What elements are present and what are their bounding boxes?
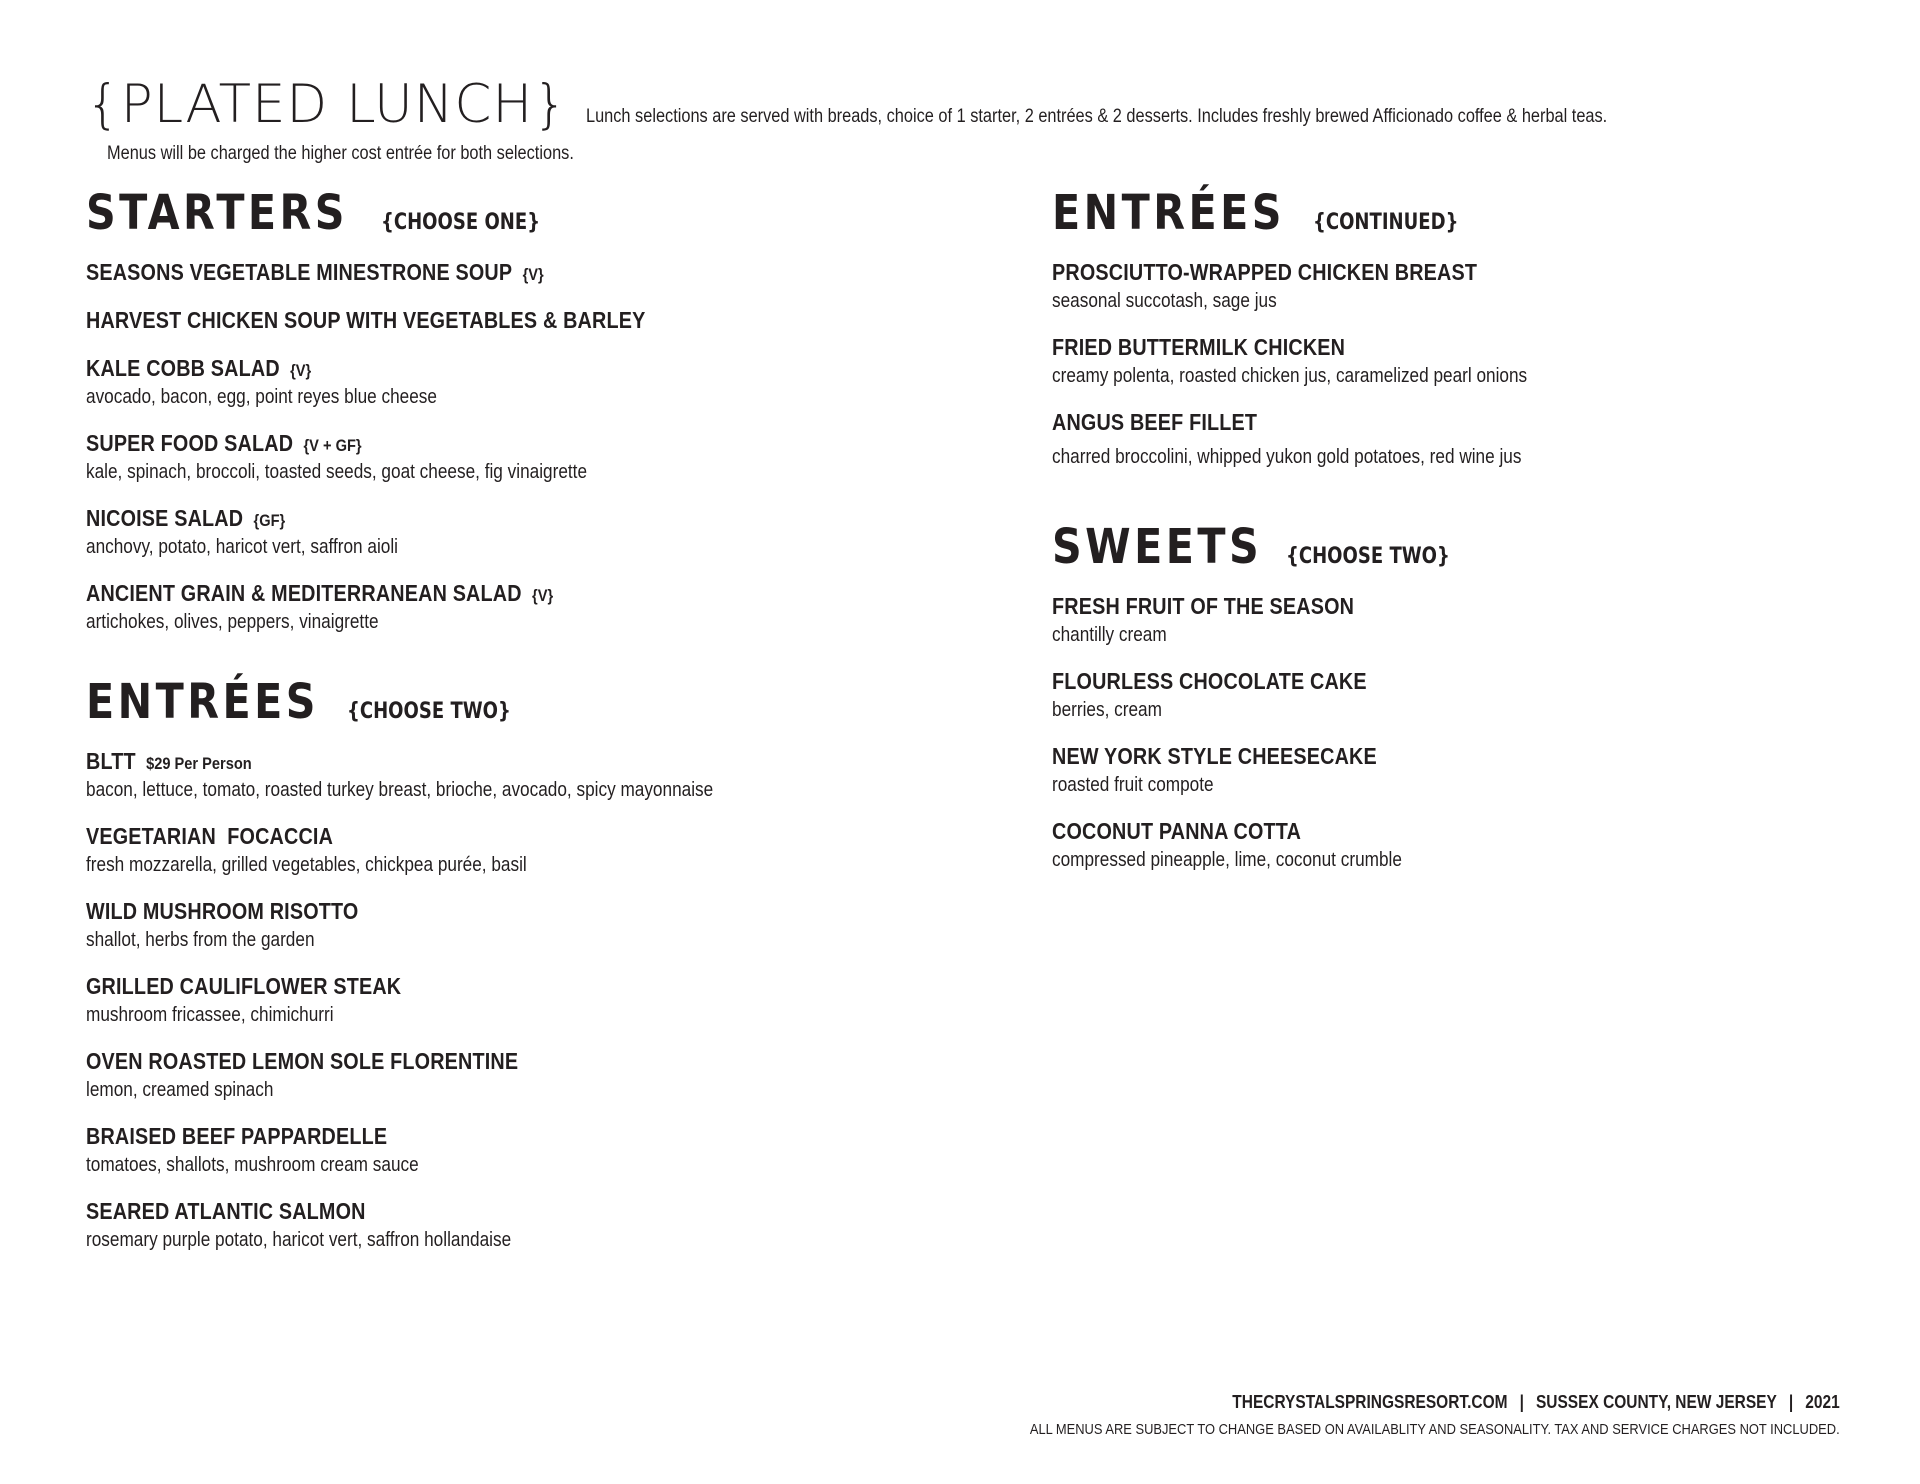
section-heading <box>86 185 986 241</box>
section-title: SWEETS <box>1052 519 1263 575</box>
section-note: {CHOOSE TWO} <box>1286 544 1451 569</box>
menu-item <box>86 1198 986 1252</box>
item-description: shallot, herbs from the garden <box>86 929 315 951</box>
item-name: FRIED BUTTERMILK CHICKEN <box>1052 334 1346 360</box>
section-title: ENTRÉES <box>86 674 319 730</box>
separator: | <box>1789 1392 1794 1412</box>
item-name: WILD MUSHROOM RISOTTO <box>86 898 359 924</box>
item-description: lemon, creamed spinach <box>86 1079 274 1101</box>
item-name: FLOURLESS CHOCOLATE CAKE <box>1052 668 1367 694</box>
item-name: VEGETARIAN FOCACCIA <box>86 823 334 849</box>
sweets-section <box>1052 519 1872 872</box>
item-description: avocado, bacon, egg, point reyes blue cheese <box>86 386 437 408</box>
menu-item <box>1052 743 1872 797</box>
item-description: berries, cream <box>1052 699 1162 721</box>
menu-item <box>1052 259 1872 313</box>
menu-item <box>86 505 986 559</box>
menu-item <box>86 973 986 1027</box>
disclaimer: ALL MENUS ARE SUBJECT TO CHANGE BASED ON AVAILABLITY AND SEASONALITY. TAX AND SERVICE CHARGES NOT INCLUDED. <box>1030 1421 1840 1438</box>
menu-item <box>86 580 986 634</box>
left-column <box>86 185 986 1292</box>
item-description: rosemary purple potato, haricot vert, saffron hollandaise <box>86 1229 512 1251</box>
footer <box>898 1392 1840 1438</box>
section-heading <box>86 674 986 730</box>
item-name: OVEN ROASTED LEMON SOLE FLORENTINE <box>86 1048 519 1074</box>
item-description: anchovy, potato, haricot vert, saffron aioli <box>86 536 399 558</box>
item-description: fresh mozzarella, grilled vegetables, chickpea purée, basil <box>86 854 527 876</box>
menu-item <box>86 823 986 877</box>
item-name: BLTT <box>86 748 136 774</box>
entrees-continued-section <box>1052 185 1872 469</box>
item-name: BRAISED BEEF PAPPARDELLE <box>86 1123 388 1149</box>
entrees-section <box>86 674 986 1252</box>
right-column <box>1052 185 1872 912</box>
pricing-note: Menus will be charged the higher cost entrée for both selections. <box>107 143 574 164</box>
item-tag: {V + GF} <box>303 436 362 455</box>
item-description: seasonal succotash, sage jus <box>1052 290 1277 312</box>
menu-item <box>86 355 986 409</box>
item-tag: {V} <box>290 361 312 380</box>
item-description: mushroom fricassee, chimichurri <box>86 1004 334 1026</box>
item-name: GRILLED CAULIFLOWER STEAK <box>86 973 402 999</box>
menu-item <box>86 259 986 286</box>
menu-item <box>1052 593 1872 647</box>
section-title: STARTERS <box>86 185 348 241</box>
website-link[interactable]: THECRYSTALSPRINGSRESORT.COM <box>1232 1392 1508 1412</box>
menu-item <box>1052 818 1872 872</box>
item-description: charred broccolini, whipped yukon gold potatoes, red wine jus <box>1052 446 1522 468</box>
item-tag: {GF} <box>253 511 286 530</box>
location: SUSSEX COUNTY, NEW JERSEY <box>1536 1392 1778 1412</box>
item-description: roasted fruit compote <box>1052 774 1214 796</box>
menu-item <box>86 1048 986 1102</box>
item-description: chantilly cream <box>1052 624 1167 646</box>
menu-item <box>86 430 986 484</box>
item-description: artichokes, olives, peppers, vinaigrette <box>86 611 379 633</box>
item-name: NEW YORK STYLE CHEESECAKE <box>1052 743 1377 769</box>
item-name: SEARED ATLANTIC SALMON <box>86 1198 366 1224</box>
item-name: SUPER FOOD SALAD <box>86 430 294 456</box>
item-name: NICOISE SALAD <box>86 505 244 531</box>
item-description: compressed pineapple, lime, coconut crumble <box>1052 849 1402 871</box>
section-heading <box>1052 519 1872 575</box>
menu-item <box>1052 409 1872 469</box>
item-description: kale, spinach, broccoli, toasted seeds, goat cheese, fig vinaigrette <box>86 461 588 483</box>
item-tag: {V} <box>532 586 554 605</box>
separator: | <box>1519 1392 1525 1412</box>
section-heading <box>1052 185 1872 241</box>
item-description: tomatoes, shallots, mushroom cream sauce <box>86 1154 419 1176</box>
item-price: $29 Per Person <box>146 754 252 773</box>
section-note: {CONTINUED} <box>1312 210 1459 235</box>
section-title: ENTRÉES <box>1052 185 1285 241</box>
item-description: bacon, lettuce, tomato, roasted turkey breast, brioche, avocado, spicy mayonnaise <box>86 779 714 801</box>
item-name: ANCIENT GRAIN & MEDITERRANEAN SALAD <box>86 580 522 606</box>
item-name: COCONUT PANNA COTTA <box>1052 818 1302 844</box>
year: 2021 <box>1805 1392 1840 1412</box>
item-name: PROSCIUTTO-WRAPPED CHICKEN BREAST <box>1052 259 1478 285</box>
intro-text: Lunch selections are served with breads, choice of 1 starter, 2 entrées & 2 desserts. Includes freshly brewed Afficionado coffee & herbal teas. <box>586 106 1608 127</box>
menu-item <box>1052 668 1872 722</box>
item-name: HARVEST CHICKEN SOUP WITH VEGETABLES & BARLEY <box>86 307 646 333</box>
menu-item <box>86 1123 986 1177</box>
item-name: ANGUS BEEF FILLET <box>1052 409 1258 435</box>
page-title: {PLATED LUNCH} <box>86 74 568 135</box>
item-name: KALE COBB SALAD <box>86 355 280 381</box>
item-name: FRESH FRUIT OF THE SEASON <box>1052 593 1355 619</box>
menu-item <box>1052 334 1872 388</box>
starters-section <box>86 185 986 634</box>
title-line <box>86 74 1846 135</box>
menu-item <box>86 307 986 334</box>
menu-item <box>86 748 986 802</box>
item-tag: {V} <box>522 265 544 284</box>
menu-item <box>86 898 986 952</box>
section-note: {CHOOSE TWO} <box>346 699 511 724</box>
footer-info <box>1030 1392 1840 1413</box>
item-description: creamy polenta, roasted chicken jus, caramelized pearl onions <box>1052 365 1528 387</box>
item-name: SEASONS VEGETABLE MINESTRONE SOUP <box>86 259 513 285</box>
section-note: {CHOOSE ONE} <box>380 210 540 235</box>
menu-header <box>86 74 1846 165</box>
